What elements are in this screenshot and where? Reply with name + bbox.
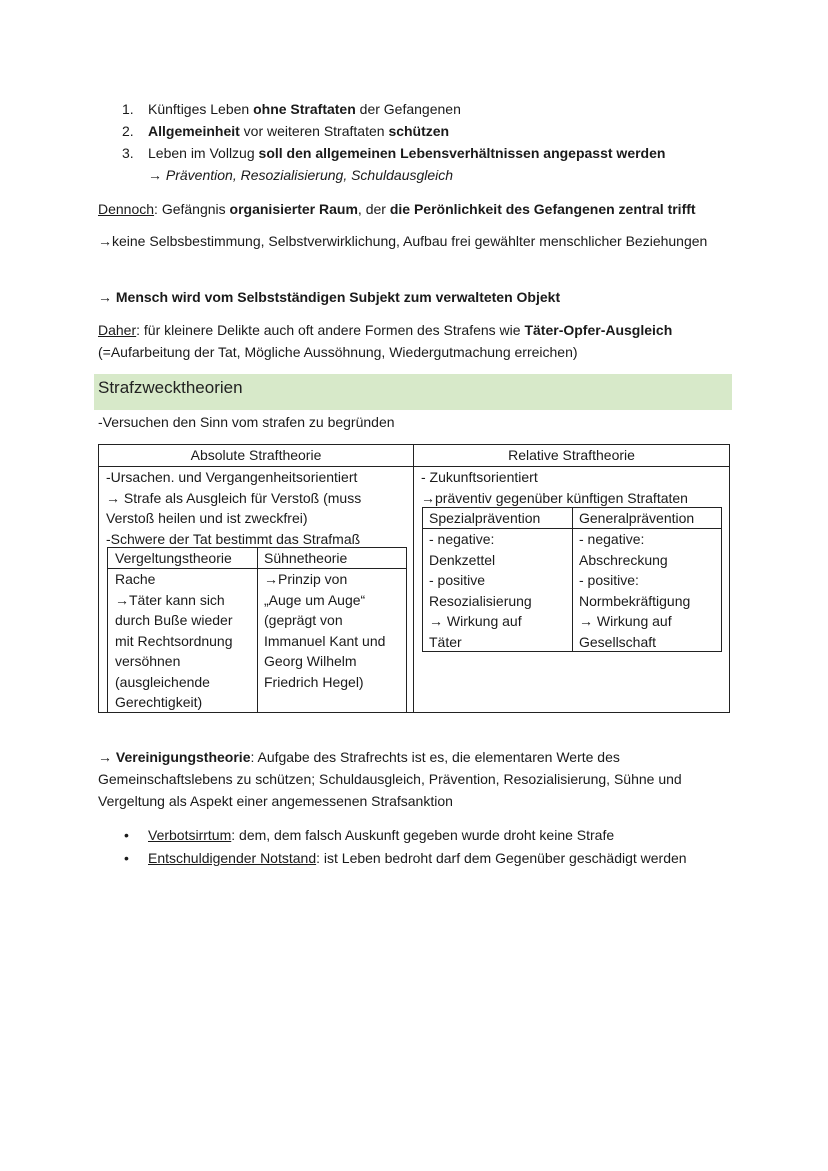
goal-item: 1. Künftiges Leben ohne Straftaten der Gefangenen: [122, 101, 461, 117]
absolute-subtable: [107, 547, 407, 713]
vergeltung-body: Rache →Täter kann sich durch Buße wieder mit Rechtsordnung versöhnen (ausgleichende Gerechtigkeit): [115, 571, 233, 710]
relative-theory-header: Relative Straftheorie: [508, 447, 635, 463]
goals-list: [122, 98, 665, 164]
absolute-theory-body: -Ursachen. und Vergangenheitsorientiert → Strafe als Ausgleich für Verstoß (muss Verstoß heilen und ist zweckfrei) -Schwere der Tat bestimmt das Strafmaß: [106, 469, 362, 547]
daher-paragraph-line2: (=Aufarbeitung der Tat, Mögliche Aussöhnung, Wiedergutmachung erreichen): [98, 344, 578, 360]
table-divider: [257, 548, 258, 712]
daher-paragraph: Daher: für kleinere Delikte auch oft andere Formen des Strafens wie Täter-Opfer-Ausgleich: [98, 322, 673, 338]
general-header: Generalprävention: [579, 510, 695, 526]
suehne-header: Sühnetheorie: [264, 550, 348, 566]
vergeltung-header: Vergeltungstheorie: [115, 550, 232, 566]
intro-text: -Versuchen den Sinn vom strafen zu begründen: [98, 414, 395, 430]
goal-item: 2. Allgemeinheit vor weiteren Straftaten schützen: [122, 123, 450, 139]
vereinigung-paragraph: → Vereinigungstheorie: Aufgabe des Strafrechts ist es, die elementaren Werte des Gemeinschaftslebens zu schützen; Schuldausgleich, Prävention, Resozialisierung, Sühne und Vergeltung als Aspekt einer angemessenen Strafsanktion: [98, 749, 682, 809]
arrow-icon: →: [98, 233, 112, 249]
goal-item: 3. Leben im Vollzug soll den allgemeinen Lebensverhältnissen angepasst werden: [122, 145, 666, 161]
relative-theory-body: - Zukunftsorientiert →präventiv gegenüber künftigen Straftaten: [421, 469, 688, 506]
section-heading: Strafzwecktheorien: [94, 374, 732, 410]
theory-table: [98, 444, 730, 713]
bullet-icon: •: [124, 827, 129, 843]
arrow-icon: →: [98, 749, 116, 765]
absolute-theory-header: Absolute Straftheorie: [190, 447, 322, 463]
arrow-icon: →: [148, 167, 166, 183]
table-divider: [572, 508, 573, 651]
bullet-list: [122, 824, 722, 870]
suehne-body: →Prinzip von „Auge um Auge“ (geprägt von Immanuel Kant und Georg Wilhelm Friedrich Hegel): [264, 571, 386, 690]
mensch-paragraph: → Mensch wird vom Selbstständigen Subjekt zum verwalteten Objekt: [98, 289, 561, 305]
goal-summary: → Prävention, Resozialisierung, Schuldausgleich: [148, 167, 454, 183]
general-body: - negative: Abschreckung - positive: Normbekräftigung → Wirkung auf Gesellschaft: [579, 531, 691, 650]
relative-subtable: [422, 507, 722, 652]
table-divider: [413, 445, 414, 712]
bullet-icon: •: [124, 850, 129, 866]
spezial-header: Spezialprävention: [429, 510, 541, 526]
dennoch-paragraph: Dennoch: Gefängnis organisierter Raum, der die Perönlichkeit des Gefangenen zentral trifft: [98, 201, 696, 217]
keine-paragraph: →keine Selbsbestimmung, Selbstverwirklichung, Aufbau frei gewählter menschlicher Beziehungen: [98, 233, 708, 249]
spezial-body: - negative: Denkzettel - positive Resozialisierung → Wirkung auf Täter: [429, 531, 532, 650]
arrow-icon: →: [98, 289, 116, 305]
list-item: • Entschuldigender Notstand: ist Leben bedroht darf dem Gegenüber geschädigt werden: [122, 847, 722, 869]
list-item: • Verbotsirrtum: dem, dem falsch Auskunft gegeben wurde droht keine Strafe: [122, 824, 722, 846]
